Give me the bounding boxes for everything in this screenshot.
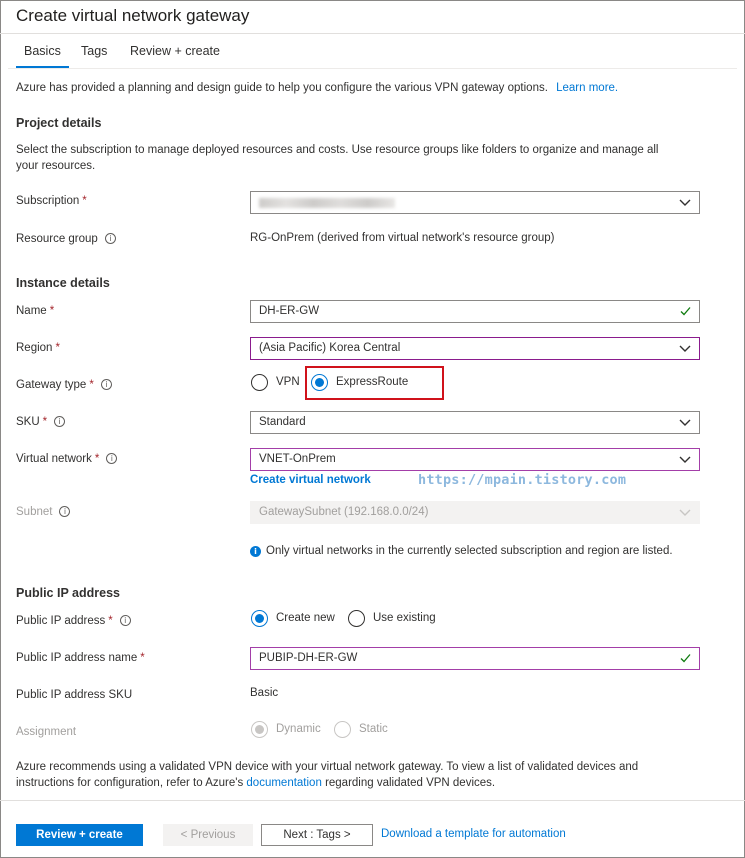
recommendation-line2	[16, 775, 495, 791]
checkmark-icon	[680, 306, 691, 316]
sku-dropdown[interactable]	[250, 411, 700, 434]
required-asterisk: *	[140, 652, 145, 664]
name-label-text: Name	[16, 305, 47, 317]
instance-details-heading: Instance details	[16, 276, 110, 290]
virtual-network-dropdown-value: VNET-OnPrem	[259, 453, 336, 465]
gateway-type-expressroute-label[interactable]: ExpressRoute	[336, 376, 409, 388]
public-ip-name-label-text: Public IP address name	[16, 652, 138, 664]
footer-divider	[0, 800, 745, 801]
redacted-subscription-value	[259, 198, 395, 208]
public-ip-name-input[interactable]	[250, 647, 700, 670]
info-icon[interactable]: i	[120, 615, 131, 626]
resource-group-label	[16, 233, 116, 245]
public-ip-name-label	[16, 652, 145, 664]
info-icon[interactable]: i	[105, 233, 116, 244]
tabs-divider	[8, 68, 737, 69]
assignment-dynamic-radio	[251, 721, 268, 738]
sku-dropdown-value: Standard	[259, 416, 306, 428]
learn-more-link[interactable]: Learn more.	[556, 82, 619, 94]
chevron-down-icon	[679, 509, 691, 517]
previous-button[interactable]: < Previous	[163, 824, 253, 846]
gateway-type-vpn-radio[interactable]	[251, 374, 268, 391]
chevron-down-icon	[679, 345, 691, 353]
name-label	[16, 305, 54, 317]
region-dropdown[interactable]	[250, 337, 700, 360]
public-ip-create-new-radio[interactable]	[251, 610, 268, 627]
intro-text	[16, 80, 618, 96]
gateway-type-vpn-label[interactable]: VPN	[276, 376, 300, 388]
info-icon[interactable]: i	[54, 416, 65, 427]
public-ip-name-input-value: PUBIP-DH-ER-GW	[259, 652, 358, 664]
name-input-value: DH-ER-GW	[259, 305, 320, 317]
gateway-type-label-text: Gateway type	[16, 379, 87, 391]
next-tags-button[interactable]: Next : Tags >	[261, 824, 373, 846]
public-ip-sku-label: Public IP address SKU	[16, 689, 133, 701]
region-label	[16, 342, 60, 354]
create-virtual-network-link[interactable]: Create virtual network	[250, 474, 371, 486]
required-asterisk: *	[94, 453, 100, 465]
recommendation-line2-prefix: instructions for configuration, refer to Azure's	[16, 777, 244, 789]
tab-review-create[interactable]: Review + create	[130, 44, 220, 58]
info-icon[interactable]: i	[59, 506, 70, 517]
region-dropdown-value: (Asia Pacific) Korea Central	[259, 342, 401, 354]
resource-group-value: RG-OnPrem (derived from virtual network's resource group)	[250, 232, 555, 244]
tab-basics[interactable]: Basics	[24, 44, 61, 58]
project-details-description-line2: your resources.	[16, 160, 96, 172]
documentation-link[interactable]: documentation	[246, 777, 322, 789]
required-asterisk: *	[55, 342, 60, 354]
checkmark-icon	[680, 653, 691, 663]
recommendation-line2-suffix: regarding validated VPN devices.	[325, 777, 496, 789]
subscription-label-text: Subscription	[16, 195, 80, 207]
public-ip-address-label	[16, 615, 131, 627]
public-ip-create-new-label[interactable]: Create new	[276, 612, 335, 624]
subnet-dropdown	[250, 501, 700, 524]
region-label-text: Region	[16, 342, 53, 354]
virtual-network-dropdown[interactable]	[250, 448, 700, 471]
public-ip-heading: Public IP address	[16, 586, 120, 600]
recommendation-line1: Azure recommends using a validated VPN device with your virtual network gateway. To view a list of validated devices and	[16, 761, 639, 773]
chevron-down-icon	[679, 199, 691, 207]
required-asterisk: *	[42, 416, 48, 428]
virtual-network-label-text: Virtual network	[16, 453, 92, 465]
info-icon[interactable]: i	[106, 453, 117, 464]
assignment-static-radio	[334, 721, 351, 738]
page-title: Create virtual network gateway	[16, 6, 250, 25]
public-ip-address-label-text: Public IP address	[16, 615, 106, 627]
subscription-label	[16, 195, 87, 207]
assignment-label: Assignment	[16, 726, 77, 738]
required-asterisk: *	[82, 195, 87, 207]
subnet-label	[16, 506, 70, 518]
sku-label	[16, 416, 65, 428]
subnet-dropdown-value: GatewaySubnet (192.168.0.0/24)	[259, 506, 429, 518]
gateway-type-label	[16, 379, 112, 391]
name-input[interactable]	[250, 300, 700, 323]
info-icon[interactable]: i	[101, 379, 112, 390]
watermark-text: https://mpain.tistory.com	[418, 472, 627, 488]
vnet-info-note-text: Only virtual networks in the currently selected subscription and region are listed.	[266, 545, 673, 557]
info-filled-icon: i	[250, 546, 261, 557]
title-divider	[0, 33, 745, 34]
subnet-label-text: Subnet	[16, 506, 53, 518]
public-ip-sku-value: Basic	[250, 687, 279, 699]
chevron-down-icon	[679, 419, 691, 427]
annotation-highlight-box	[305, 366, 444, 400]
subscription-dropdown[interactable]	[250, 191, 700, 214]
tab-tags[interactable]: Tags	[81, 44, 108, 58]
project-details-heading: Project details	[16, 116, 102, 130]
required-asterisk: *	[108, 615, 113, 627]
project-details-description: Select the subscription to manage deployed resources and costs. Use resource groups like folders to organize and manage all	[16, 144, 659, 156]
resource-group-label-text: Resource group	[16, 233, 98, 245]
sku-label-text: SKU	[16, 416, 40, 428]
assignment-dynamic-label: Dynamic	[276, 723, 321, 735]
review-create-button[interactable]: Review + create	[16, 824, 143, 846]
required-asterisk: *	[49, 305, 55, 317]
assignment-static-label: Static	[359, 723, 388, 735]
vnet-info-note	[250, 543, 673, 559]
public-ip-use-existing-radio[interactable]	[348, 610, 365, 627]
download-template-link[interactable]: Download a template for automation	[381, 828, 566, 840]
chevron-down-icon	[679, 456, 691, 464]
public-ip-use-existing-label[interactable]: Use existing	[373, 612, 436, 624]
required-asterisk: *	[89, 379, 94, 391]
virtual-network-label	[16, 453, 117, 465]
intro-description: Azure has provided a planning and design guide to help you configure the various VPN gateway options.	[16, 82, 548, 94]
